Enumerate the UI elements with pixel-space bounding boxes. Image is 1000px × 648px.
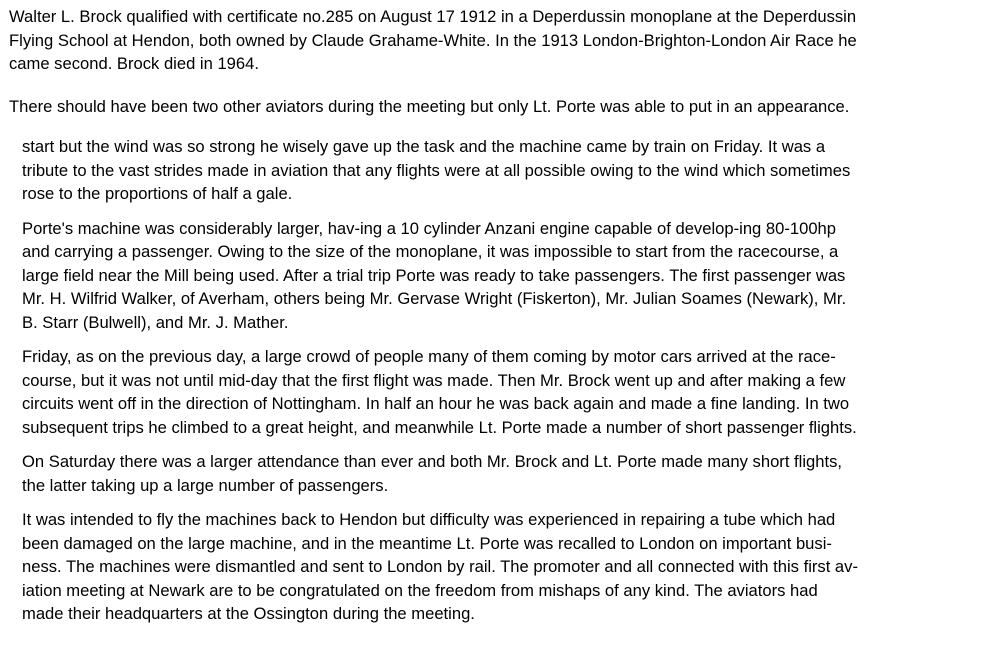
text-line: and carrying a passenger. Owing to the size of the monoplane, it was impossible to start from the racecourse, a [22,242,839,261]
article-body [22,135,992,637]
text-line: It was intended to fly the machines back to Hendon but difficulty was experienced in repairing a tube which had [22,510,836,529]
text-line: Flying School at Hendon, both owned by Claude Grahame-White. In the 1913 London-Brighton-London Air Race he [9,30,857,50]
article-paragraph-2 [22,217,992,335]
text-line: Friday, as on the previous day, a large crowd of people many of them coming by motor cars arrived at the race- [22,347,836,366]
text-line: rose to the proportions of half a gale. [22,184,293,203]
article-paragraph-5 [22,508,992,626]
intro-paragraph [9,5,857,76]
text-line: been damaged on the large machine, and in the meantime Lt. Porte was recalled to London on important busi- [22,533,832,553]
text-line: Mr. H. Wilfrid Walker, of Averham, others being Mr. Gervase Wright (Fiskerton), Mr. Julian Soames (Newark), Mr. [22,289,847,308]
text-line: ness. The machines were dismantled and sent to London by rail. The promoter and all connected with this first av- [22,557,858,576]
text-line: subsequent trips he climbed to a great height, and meanwhile Lt. Porte made a number of short passenger flights. [22,417,857,437]
article-paragraph-4 [22,450,992,497]
text-line: course, but it was not until mid-day that the first flight was made. Then Mr. Brock went up and after making a few [22,370,846,390]
text-line: made their headquarters at the Ossington during the meeting. [22,604,475,623]
text-line: tribute to the vast strides made in aviation that any flights were at all possible owing to the wind which sometimes [22,160,851,180]
text-line: came second. Brock died in 1964. [9,54,259,73]
text-line: On Saturday there was a larger attendance than ever and both Mr. Brock and Lt. Porte made many short flights, [22,452,842,471]
note-paragraph: There should have been two other aviators during the meeting but only Lt. Porte was able to put in an appearance. [9,97,850,116]
text-line: Walter L. Brock qualified with certificate no.285 on August 17 1912 in a Deperdussin monoplane at the Deperdussin [9,7,857,26]
article-paragraph-3 [22,345,992,439]
text-line: circuits went off in the direction of Nottingham. In half an hour he was back again and made a fine landing. In two [22,394,850,413]
text-line: large field near the Mill being used. After a trial trip Porte was ready to take passengers. The first passenger was [22,265,846,285]
text-line: Porte's machine was considerably larger, hav-ing a 10 cylinder Anzani engine capable of develop-ing 80-100hp [22,218,837,238]
text-line: the latter taking up a large number of passengers. [22,475,389,495]
text-line: iation meeting at Newark are to be congratulated on the freedom from mishaps of any kind. The aviators had [22,580,818,600]
text-line: B. Starr (Bulwell), and Mr. J. Mather. [22,312,289,332]
article-paragraph-1 [22,135,992,206]
text-line: start but the wind was so strong he wisely gave up the task and the machine came by train on Friday. It was a [22,137,826,156]
